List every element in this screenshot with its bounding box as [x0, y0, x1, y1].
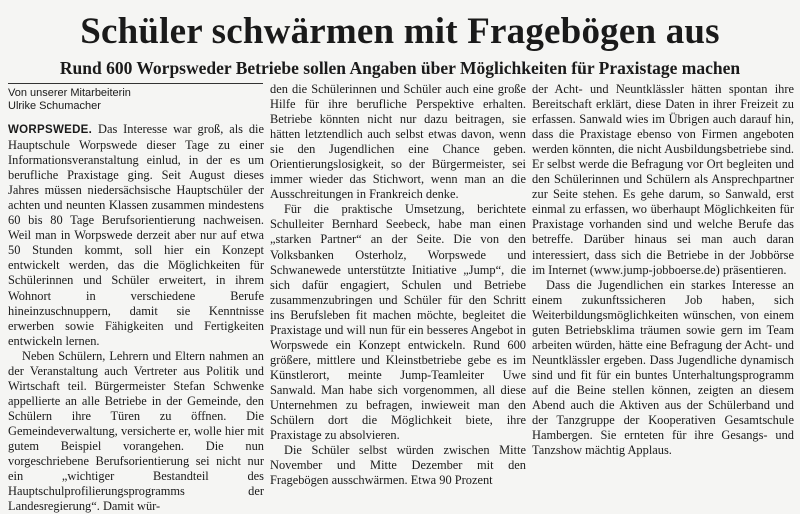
column-3 — [532, 82, 794, 458]
headline: Schüler schwärmen mit Fragebögen aus — [80, 11, 720, 52]
dateline: WORPSWEDE. — [8, 124, 93, 136]
column-2 — [270, 82, 526, 488]
byline-line-1: Von unserer Mitarbeiterin — [8, 87, 131, 99]
column-2-paragraph-2: Für die praktische Umsetzung, berichtete Schulleiter Bernhard Seebeck, habe man einen „starken Partner“ an der Seite. Die von den Volksbanken Osterholz, Worpswede und Schwanewede unterstützte Initiative „Jump“, die sich dafür engagiert, Schulen und Betriebe zusammenzubringen und Schüler für den Schritt ins Berufsleben fit machen möchte, begleitet die Praxistage und will nun für ein besseres Angebot in Worpswede ein Konzept entwickeln. Rund 600 größere, mittlere und Kleinstbetriebe gebe es im Künstlerort, meinte Jump-Teamleiter Uwe Sanwald. Man habe sich vorgenommen, all diese Unternehmen zu befragen, inwieweit man den Schülern dort die Möglichkeit biete, ihre Praxistage zu absolvieren. — [270, 202, 526, 443]
column-2-paragraph-3: Die Schüler selbst würden zwischen Mitte November und Mitte Dezember mit den Fragebögen ausschwärmen. Etwa 90 Prozent — [270, 443, 526, 488]
byline-author: Ulrike Schumacher — [8, 100, 101, 112]
column-3-paragraph-2: Dass die Jugendlichen ein starkes Interesse an einem zukunftssicheren Job haben, sich Weiterbildungsmöglichkeiten wünschen, von einem guten Betriebsklima träumen sowie gern im Team arbeiten würden, hätte eine Befragung der Acht- und Neuntklässler ergeben. Dass Jugendliche dynamisch sind und fit für ein buntes Unterhaltungsprogramm auf die Beine stellen können, zeigten an diesem Abend auch die Aktiven aus der Schülerband und der Tanzgruppe der Kooperativen Gesamtschule Hambergen. Sie ernteten für ihre Gesangs- und Tanzshow mächtig Applaus. — [532, 277, 794, 458]
column-1 — [8, 122, 264, 514]
column-1-paragraph-1-text: Das Interesse war groß, als die Hauptschule Worpswede dieser Tage zu einer Informationsveranstaltung einlud, in der es um berufliche Praxistage ging. Seit August dieses Jahres müssen niedersächsische Hauptschüler der achten und neunten Klassen zusammen mindestens 60 bis 80 Tage Berufsorientierung nachweisen. Weil man in Worpswede derzeit aber nur auf etwa 50 Stunden kommt, soll hier ein Konzept entwickelt werden, das die Möglichkeiten für Schülerinnen und Schüler erweitert, in ihrem Wohnort in verschiedene Berufe hineinzuschnuppern, damit sie Kenntnisse erwerben sowie Fähigkeiten und Fertigkeiten entwickeln lernen. — [8, 122, 265, 348]
column-1-paragraph-1 — [8, 122, 264, 349]
column-2-paragraph-1: den die Schülerinnen und Schüler auch eine große Hilfe für ihre berufliche Perspektive erhalten. Betriebe könnten nicht nur dazu beitragen, sie hätten letztendlich auch selbst etwas davon, wenn sie den Jugendlichen eine Chance geben. Orientierungslosigkeit, so der Bürgermeister, sei immer wieder das Stichwort, wenn man an die Ausschreitungen in Frankreich denke. — [270, 82, 526, 202]
column-3-paragraph-1: der Acht- und Neuntklässler hätten spontan ihre Bereitschaft erklärt, diese Daten in ihrer Freizeit zu erfassen. Sanwald wies im Übrigen auch darauf hin, dass die Praxistage ebenso von Firmen angeboten werden könnten, die nicht Ausbildungsbetriebe sind. Er selbst werde die Befragung vor Ort begleiten und den Schülerinnen und Schülern als Ansprechpartner zur Seite stehen. Es gehe darum, so Sanwald, erst einmal zu erfassen, wo überhaupt Möglichkeiten für Praxistage vorhanden sind und welche Berufe das betreffe. Darüber hinaus sei man auch daran interessiert, dass sich die Betriebe in der Jobbörse im Internet (www.jump-jobboerse.de) präsentieren. — [532, 82, 794, 277]
column-1-paragraph-2: Neben Schülern, Lehrern und Eltern nahmen an der Veranstaltung auch Vertreter aus Politik und Wirtschaft teil. Bürgermeister Stefan Schwenke appellierte an alle Betriebe in der Gemeinde, den Schülern ihre Türen zu öffnen. Die Gemeindeverwaltung, versicherte er, wolle hier mit gutem Beispiel vorangehen. Die nun vorgeschriebene Berufsorientierung sei nicht nur ein „wichtiger Bestandteil des Hauptschulprofilierungsprogramms der Landesregierung“. Damit wür- — [8, 348, 264, 514]
subheadline: Rund 600 Worpsweder Betriebe sollen Angaben über Möglichkeiten für Praxistage machen — [59, 58, 741, 78]
byline — [8, 83, 263, 113]
